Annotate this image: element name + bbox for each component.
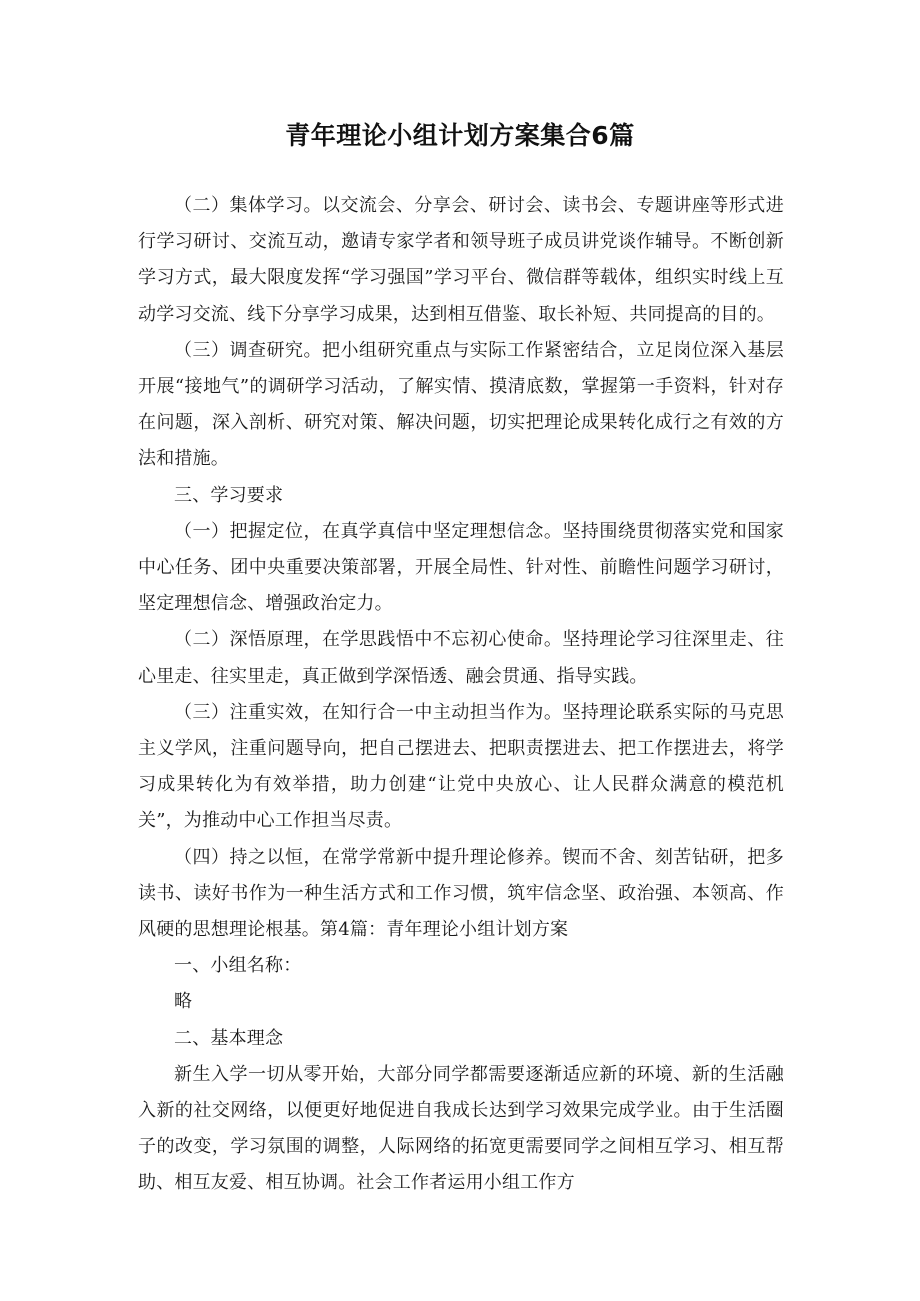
section-heading-study-requirements: 三、学习要求 (174, 484, 284, 506)
paragraph-requirement-2: （二）深悟原理，在学思践悟中不忘初心使命。坚持理论学习往深里走、往心里走、往实里走，真正做到学深悟透、融会贯通、指导实践。 (138, 629, 784, 687)
paragraph-basic-concept: 新生入学一切从零开始，大部分同学都需要逐渐适应新的环境、新的生活融入新的社交网络，以便更好地促进自我成长达到学习效果完成学业。由于生活圈子的改变，学习氛围的调整，人际网络的拓宽更需要同学之间相互学习、相互帮助、相互友爱、相互协调。社会工作者运用小组工作方 (138, 1063, 784, 1194)
paragraph-investigation-research: （三）调查研究。把小组研究重点与实际工作紧密结合，立足岗位深入基层开展“接地气”的调研学习活动，了解实情、摸清底数，掌握第一手资料，针对存在问题，深入剖析、研究对策、解决问题，切实把理论成果转化成行之有效的方法和措施。 (138, 339, 784, 470)
document-title: 青年理论小组计划方案集合6篇 (285, 121, 635, 150)
section-heading-basic-concept: 二、基本理念 (174, 1027, 284, 1049)
paragraph-requirement-1: （一）把握定位，在真学真信中坚定理想信念。坚持围绕贯彻落实党和国家中心任务、团中央重要决策部署，开展全局性、针对性、前瞻性问题学习研讨，坚定理想信念、增强政治定力。 (138, 520, 784, 615)
paragraph-requirement-4: （四）持之以恒，在常学常新中提升理论修养。锲而不舍、刻苦钻研，把多读书、读好书作为一种生活方式和工作习惯，筑牢信念坚、政治强、本领高、作风硬的思想理论根基。第4篇：青年理论小组计划方案 (138, 846, 784, 941)
paragraph-collective-study: （二）集体学习。以交流会、分享会、研讨会、读书会、专题讲座等形式进行学习研讨、交流互动，邀请专家学者和领导班子成员讲党谈作辅导。不断创新学习方式，最大限度发挥“学习强国”学习平台、微信群等载体，组织实时线上互动学习交流、线下分享学习成果，达到相互借鉴、取长补短、共同提高的目的。 (138, 195, 784, 325)
section-heading-group-name: 一、小组名称： (174, 955, 302, 977)
paragraph-group-name-value: 略 (174, 991, 193, 1013)
paragraph-requirement-3: （三）注重实效，在知行合一中主动担当作为。坚持理论联系实际的马克思主义学风，注重问题导向，把自己摆进去、把职责摆进去、把工作摆进去，将学习成果转化为有效举措，助力创建“让党中央放心、让人民群众满意的模范机关”，为推动中心工作担当尽责。 (138, 701, 784, 832)
document-body (138, 188, 784, 1202)
